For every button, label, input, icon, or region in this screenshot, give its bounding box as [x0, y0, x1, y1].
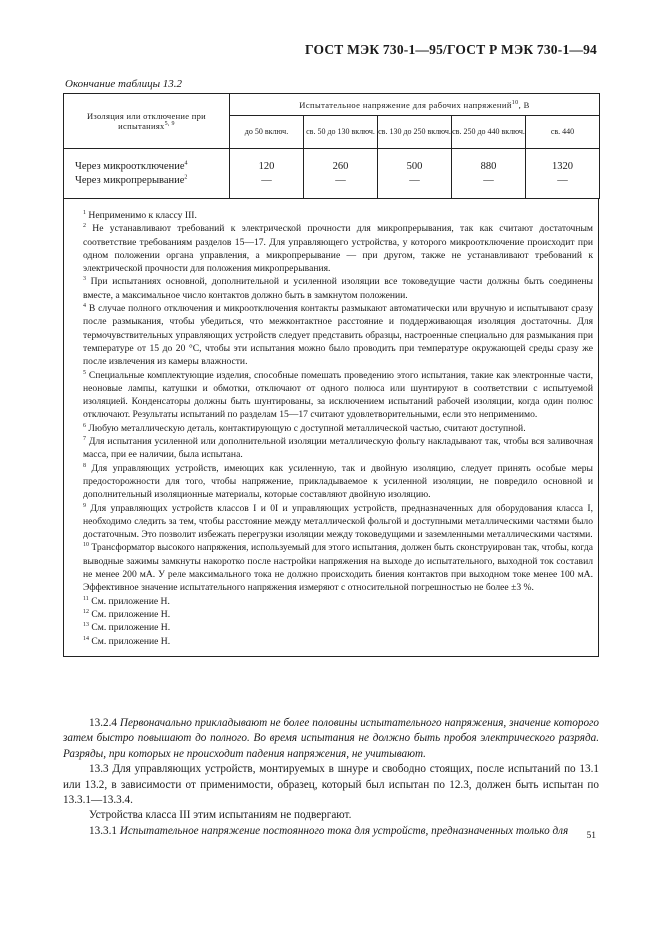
test-voltage-table	[63, 93, 600, 199]
paragraph-13-3: 13.3 Для управляющих устройств, монтируемых в шнуре и свободно стоящих, после испытаний по 13.1 или 13.2, в зависимости от применимости, образец, который был испытан по 12.3, должен быть испытан по 13.3.1—13.3.4.	[63, 763, 600, 807]
voltage-range-header: св. 250 до 440 включ.	[452, 116, 526, 149]
page-header-title: ГОСТ МЭК 730-1—95/ГОСТ Р МЭК 730-1—94	[305, 42, 597, 57]
table-note: $^1$ Неприменимо к классу III.	[83, 209, 197, 221]
voltage-range-header: св. 440	[526, 116, 600, 149]
column-header-insulation: Изоляция или отключение при испытаниях$^{5, 9}$	[64, 94, 230, 149]
table-container	[63, 93, 599, 657]
voltage-range-header: св. 50 до 130 включ.	[304, 116, 378, 149]
value-cell: 260 —	[304, 149, 378, 199]
table-notes	[63, 199, 599, 657]
row-labels-cell	[64, 149, 230, 199]
table-note: $^4$ В случае полного отключения и микроотключения контакты размыкают автоматически или вручную и испытывают сразу после размыкания, чтобы убедиться, что межконтактное расстояние и поддерживающая изоляция достаточны. Для термочувствительных управляющих устройств следует представить образцы, настроенные специально для размыкания при температуре от 15 до 20 °С, чтобы эти испытания можно было проводить при температуре окружающей среды сразу же после извлечения из камеры влажности.	[83, 302, 593, 368]
table-note: $^5$ Специальные комплектующие изделия, способные помешать проведению этого испытания, такие как электронные части, неоновые лампы, катушки и обмотки, отключают от одного полюса или шунтируют в соответствии с испытуемой изоляцией. Конденсаторы должны быть шунтированы, за исключением испытаний рабочей изоляции, когда один полюс отключают. Результаты испытаний по разделам 15—17 считают удовлетворительными, если это неприменимо.	[83, 369, 593, 421]
table-note: $^{13}$ См. приложение Н.	[83, 622, 171, 634]
voltage-range-header: до 50 включ.	[230, 116, 304, 149]
table-note: $^{10}$ Трансформатор высокого напряжения, используемый для этого испытания, должен быть сконструирован так, чтобы, когда выводные зажимы замкнуты накоротко после настройки напряжения на выходе до испытательного, выходной ток составил не менее 200 мА. У реле максимального тока не должно происходить биения контактов при выходном токе менее 100 мА. Эффективное значение испытательного напряжения измеряют с относительной погрешностью не более ±3 %.	[83, 542, 594, 594]
row-label: Через микроотключение$^4$	[75, 160, 188, 172]
table-note: $^2$ Не устанавливают требований к электрической прочности для микропрерывания, так как считают достаточным соответствие требованиям разделов 15—17. Для управляющего устройства, у которого микроотключение происходит при одном положении органа управления, а микропрерывание — при другом, также не устанавливают требований к электрической прочности для положения микропрерывания.	[83, 223, 593, 275]
table-note: $^7$ Для испытания усиленной или дополнительной изоляции металлическую фольгу накладывают так, чтобы вся заливочная масса, при ее наличии, была испытана.	[83, 435, 593, 461]
table-note: $^{14}$ См. приложение Н.	[83, 635, 171, 647]
table-note: $^9$ Для управляющих устройств классов I и 0I и управляющих устройств, предназначенных для оборудования класса I, необходимо следить за тем, чтобы расстояние между металлической фольгой и доступными металлическими частями было достаточным. Это позволит избежать перегрузки изоляции между токоведущими и заземленными металлическими частями.	[83, 502, 593, 541]
table-note: $^6$ Любую металлическую деталь, контактирующую с доступной металлической частью, считают доступной.	[83, 422, 526, 434]
column-header-voltage: Испытательное напряжение для рабочих напряжений$^{10}$, В	[230, 94, 600, 116]
table-note: $^{12}$ См. приложение Н.	[83, 608, 171, 620]
paragraph-class-iii: Устройства класса III этим испытаниям не подвергают.	[89, 809, 352, 822]
main-text	[63, 716, 599, 839]
table-note: $^{11}$ См. приложение Н.	[83, 595, 170, 607]
value-cell: 500 —	[378, 149, 452, 199]
voltage-range-header: св. 130 до 250 включ.	[378, 116, 452, 149]
value-cell: 1320 —	[526, 149, 600, 199]
row-label: Через микропрерывание$^2$	[75, 174, 188, 186]
table-note: $^8$ Для управляющих устройств, имеющих как усиленную, так и двойную изоляцию, следует принять особые меры предосторожности для того, чтобы напряжение, прикладываемое к усиленной изоляции, не повредило основной и дополнительный изоляционные материалы, которые составляют двойную изоляцию.	[83, 462, 593, 501]
value-cell: 120 —	[230, 149, 304, 199]
value-cell: 880 —	[452, 149, 526, 199]
table-caption: Окончание таблицы 13.2	[65, 78, 183, 90]
paragraph-13-2-4: 13.2.4 Первоначально прикладывают не более половины испытательного напряжения, значение которого затем быстро повышают до полного. Во время испытания не должно быть пробоя электрического разряда. Разряды, при которых не происходит падения напряжения, не учитывают.	[63, 717, 599, 760]
table-note: $^3$ При испытаниях основной, дополнительной и усиленной изоляции все токоведущие части должны быть соединены вместе, а максимальное число контактов должно быть в замкнутом положении.	[83, 276, 593, 301]
paragraph-13-3-1: 13.3.1 Испытательное напряжение постоянного тока для устройств, предназначенных только для	[89, 824, 569, 837]
page-number: 51	[586, 831, 596, 841]
